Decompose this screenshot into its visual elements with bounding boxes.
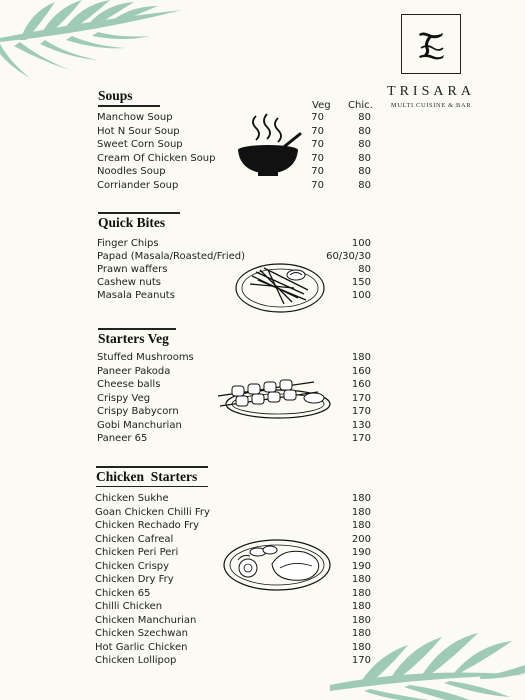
menu-item-price: 180 [351, 587, 371, 599]
skewers-plate-icon [214, 372, 332, 422]
menu-item-name: Cashew nuts [97, 277, 161, 288]
menu-item-price-veg: 70 [311, 112, 324, 123]
menu-item-name: Crispy Babycorn [97, 406, 179, 417]
section-underline [98, 105, 160, 107]
menu-item-price: 180 [351, 520, 371, 531]
menu-item-price: 170 [351, 655, 371, 666]
section-overline [98, 212, 180, 214]
brand-tagline: MULTI CUISINE & BAR [390, 102, 472, 109]
menu-item-price-veg: 70 [311, 152, 324, 164]
menu-item-price: 190 [351, 547, 371, 558]
menu-item [95, 641, 385, 655]
menu-item-name: Gobi Manchurian [97, 419, 182, 431]
menu-item-name: Chicken Crispy [95, 560, 170, 572]
menu-item-price: 180 [351, 614, 371, 626]
menu-item-price-veg: 70 [311, 166, 324, 178]
menu-item-price-chic: 80 [358, 139, 371, 151]
menu-item-name: Cheese balls [97, 379, 161, 390]
section-title-text: Starters Veg [98, 330, 169, 346]
menu-item-price: 100 [351, 290, 371, 301]
menu-item-name: Masala Peanuts [97, 290, 175, 301]
menu-item-name: Chicken 65 [95, 587, 151, 599]
menu-item-price-chic: 80 [358, 112, 371, 123]
menu-item-name: Paneer 65 [97, 433, 148, 444]
menu-item [95, 519, 385, 533]
menu-item-name: Chicken Manchurian [95, 614, 197, 626]
section-overline [96, 466, 208, 468]
menu-item-name: Crispy Veg [97, 392, 151, 404]
menu-item-name: Finger Chips [97, 238, 159, 249]
menu-item-price-veg: 70 [311, 125, 324, 137]
section-title-text: Soups [98, 88, 133, 103]
menu-item-name: Cream Of Chicken Soup [97, 152, 216, 164]
soup-bowl-icon [236, 112, 304, 178]
menu-item-price-veg: 70 [311, 180, 324, 191]
menu-item-price: 100 [351, 238, 371, 249]
menu-item-price-chic: 80 [358, 166, 371, 178]
menu-item-price-veg: 70 [311, 139, 324, 151]
menu-item-name: Chicken Sukhe [95, 493, 169, 504]
menu-item-name: Hot Garlic Chicken [95, 641, 188, 653]
menu-item-price: 180 [351, 352, 371, 363]
menu-item-name: Stuffed Mushrooms [97, 352, 194, 363]
menu-item-name: Corriander Soup [97, 180, 179, 191]
menu-item-name: Chicken Peri Peri [95, 547, 179, 558]
menu-item-price: 180 [351, 601, 371, 612]
menu-item-name: Chilli Chicken [95, 601, 163, 612]
menu-item [95, 600, 385, 614]
section-overline [98, 328, 176, 330]
menu-item-price: 180 [351, 574, 371, 585]
menu-item [95, 614, 385, 628]
menu-item-price: 60/30/30 [326, 251, 371, 262]
menu-item-name: Prawn waffers [97, 264, 168, 275]
menu-item [95, 654, 385, 668]
chicken-plate-icon [222, 538, 332, 592]
brand-block [378, 14, 484, 109]
section-title-chicken-starters [96, 466, 208, 487]
menu-item-price: 180 [351, 641, 371, 653]
menu-item-price: 170 [351, 433, 371, 444]
menu-item [95, 506, 385, 520]
menu-item-name: Sweet Corn Soup [97, 139, 183, 151]
menu-item-price: 180 [351, 628, 371, 639]
column-header-veg: Veg [312, 100, 331, 111]
menu-item [95, 627, 385, 641]
menu-item-price: 190 [351, 560, 371, 572]
brand-name: TRISARA [387, 84, 475, 99]
menu-item-price-chic: 80 [358, 152, 371, 164]
menu-item-price: 170 [351, 406, 371, 417]
menu-item-price: 80 [358, 264, 371, 275]
menu-item-price: 200 [351, 533, 371, 545]
menu-item-price: 180 [351, 493, 371, 504]
menu-item-price: 130 [351, 419, 371, 431]
menu-item-name: Manchow Soup [97, 112, 173, 123]
fries-plate-icon [234, 258, 326, 314]
menu-item-name: Chicken Szechwan [95, 628, 188, 639]
menu-item-price-chic: 80 [358, 180, 371, 191]
column-header-chic: Chic. [348, 100, 373, 111]
menu-item-name: Chicken Cafreal [95, 533, 174, 545]
leaf-decoration-top [0, 0, 185, 80]
menu-item [97, 237, 387, 251]
menu-item-name: Noodles Soup [97, 166, 166, 178]
menu-item [97, 179, 387, 193]
menu-item-name: Goan Chicken Chilli Fry [95, 506, 210, 518]
menu-item-name: Chicken Rechado Fry [95, 520, 200, 531]
menu-item-price: 150 [351, 277, 371, 288]
menu-item-price: 160 [351, 365, 371, 377]
section-title-quick-bites [98, 212, 180, 231]
section-title-text: Quick Bites [98, 214, 166, 230]
menu-item-name: Chicken Dry Fry [95, 574, 174, 585]
menu-item-price: 180 [351, 506, 371, 518]
trisara-logo-icon [401, 14, 461, 74]
menu-item-name: Hot N Sour Soup [97, 125, 180, 137]
menu-item-price-chic: 80 [358, 125, 371, 137]
menu-item-name: Chicken Lollipop [95, 655, 177, 666]
menu-item-price: 170 [351, 392, 371, 404]
menu-item [95, 492, 385, 506]
menu-item [97, 432, 387, 446]
menu-item-name: Paneer Pakoda [97, 365, 171, 377]
section-underline [96, 486, 208, 488]
section-title-text: Chicken Starters [96, 468, 198, 484]
menu-item [97, 351, 387, 365]
menu-item-name: Papad (Masala/Roasted/Fried) [97, 251, 246, 262]
section-title-soups [98, 88, 160, 107]
menu-item-price: 160 [351, 379, 371, 390]
section-title-starters-veg [98, 328, 176, 347]
